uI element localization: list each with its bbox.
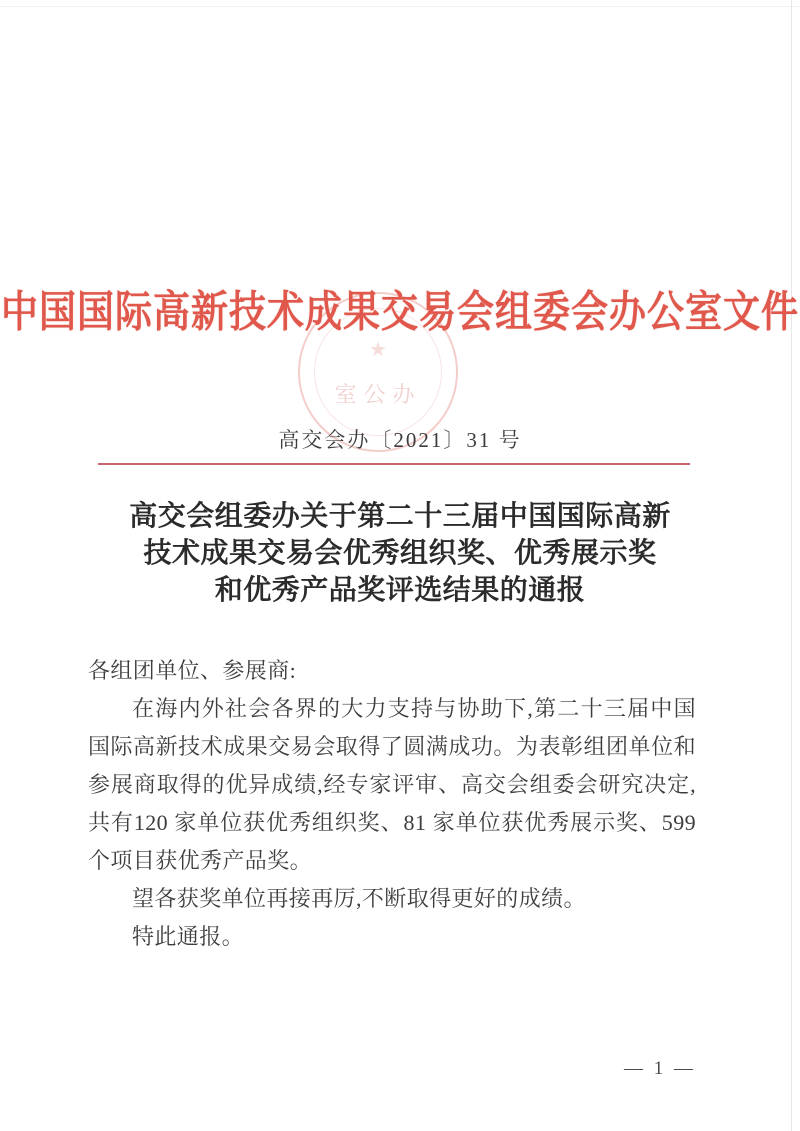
seal-star-icon: ★ <box>369 339 387 361</box>
scan-edge-top <box>0 6 800 7</box>
document-body <box>88 652 696 956</box>
page-footer <box>0 1058 800 1080</box>
document-number: 高交会办〔2021〕31 号 <box>278 428 522 452</box>
salutation: 各组团单位、参展商: <box>88 658 297 683</box>
document-title <box>60 498 740 609</box>
body-paragraph-3: 特此通报。 <box>132 924 245 949</box>
seal-text: 室公办 <box>334 382 422 407</box>
scan-edge-right <box>791 0 792 1131</box>
document-title-line-3: 和优秀产品奖评选结果的通报 <box>214 575 586 606</box>
document-title-line-1: 高交会组委办关于第二十三届中国国际高新 <box>129 501 671 532</box>
body-paragraph-2: 望各获奖单位再接再厉,不断取得更好的成绩。 <box>132 886 586 911</box>
masthead <box>0 288 800 337</box>
masthead-title: 中国国际高新技术成果交易会组委会办公室文件 <box>1 289 799 337</box>
page-number: — 1 — <box>624 1058 696 1079</box>
body-paragraph-1: 在海内外社会各界的大力支持与协助下,第二十三届中国国际高新技术成果交易会取得了圆满成功。为表彰组团单位和参展商取得的优异成绩,经专家评审、高交会组委会研究决定,共有120 家单位获优秀组织奖、81 家单位获优秀展示奖、599 个项目获优秀产品奖。 <box>88 696 696 873</box>
red-separator-rule <box>98 463 690 465</box>
document-title-line-2: 技术成果交易会优秀组织奖、优秀展示奖 <box>143 538 657 569</box>
